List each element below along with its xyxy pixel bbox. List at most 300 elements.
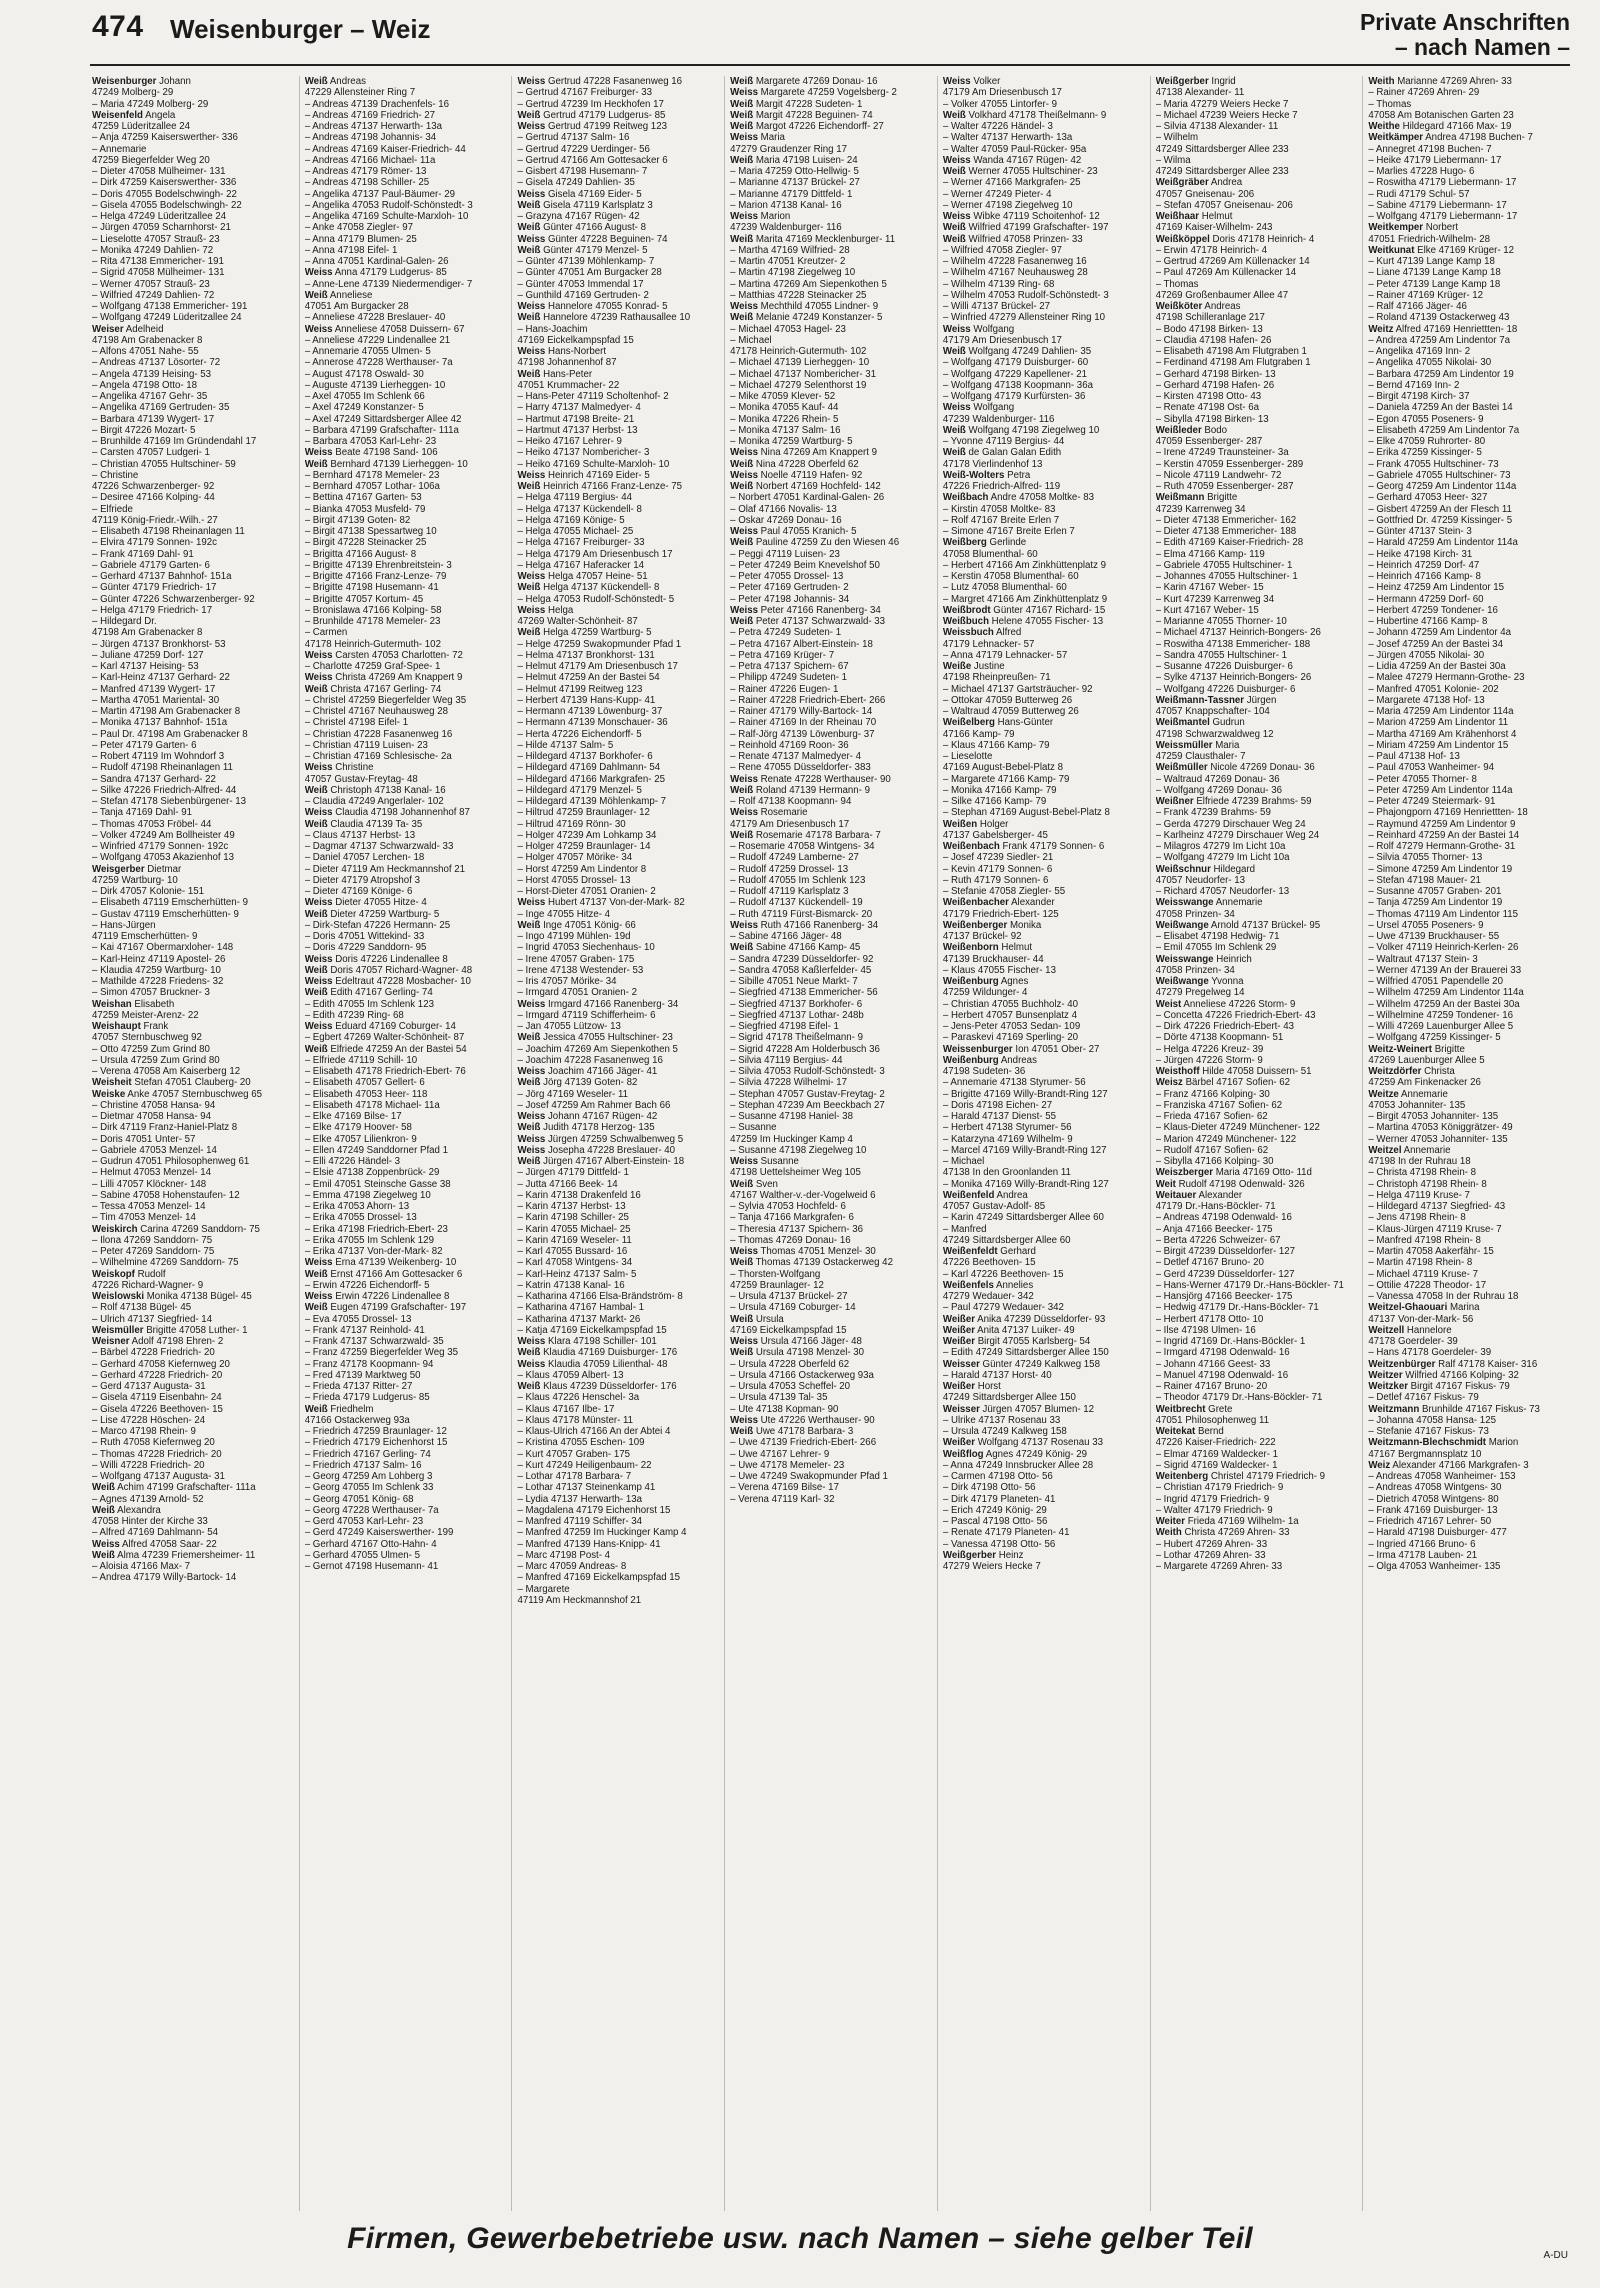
directory-entry: – Monika 47249 Dahlien- 72 [92, 244, 214, 256]
directory-name-entry: Weißenborn Helmut [942, 942, 1033, 954]
directory-entry: – Harry 47137 Malmedyer- 4 [517, 402, 641, 414]
directory-entry: – Kerstin 47059 Essenberger- 289 [1155, 458, 1304, 470]
directory-entry: – Friedrich 47167 Lehrer- 50 [1368, 1516, 1492, 1527]
directory-entry: – Brigitte 47139 Ehrenbreitstein- 3 [304, 559, 452, 571]
directory-entry: – Ursula 47249 Kalkweg 158 [942, 1426, 1067, 1437]
directory-entry: 47051 Am Burgacker 28 [304, 301, 409, 312]
directory-entry: – Gerd 47053 Karl-Lehr- 23 [304, 1516, 424, 1527]
directory-entry: – Wilhelmine 47259 Tondener- 16 [1368, 1009, 1513, 1021]
directory-entry: – Bernhard 47178 Memeler- 23 [304, 469, 440, 481]
directory-entry: – Dieter 47169 Könige- 6 [304, 886, 413, 897]
directory-name-entry: Weiss Erna 47139 Weikenberg- 10 [304, 1257, 457, 1269]
directory-entry: – Helga 47053 Rudolf-Schönstedt- 5 [517, 593, 675, 605]
directory-name-entry: Weiß Christoph 47138 Kanal- 16 [304, 784, 446, 796]
directory-entry: – Miriam 47259 Am Lindentor 15 [1368, 739, 1509, 751]
directory-entry: – Erika 47053 Ahorn- 13 [304, 1201, 410, 1212]
directory-entry: 47259 Biegerfelder Weg 20 [92, 154, 210, 166]
directory-entry: – Liane 47139 Lange Kamp 18 [1368, 267, 1501, 279]
directory-name-entry: Weisser Günter 47249 Kalkweg 158 [942, 1358, 1100, 1370]
running-title: Weisenburger – Weiz [170, 14, 431, 44]
directory-column-3 [511, 76, 719, 2211]
directory-name-entry: Weißer Wolfgang 47137 Rosenau 33 [942, 1437, 1104, 1449]
directory-name-entry: Weiss Beate 47198 Sand- 106 [304, 447, 438, 459]
directory-name-entry: Weiss Thomas 47051 Menzel- 30 [730, 1246, 876, 1257]
directory-entry: – Ingo 47199 Mühlen- 19d [517, 931, 631, 942]
directory-name-entry: Weißelberg Hans-Günter [942, 717, 1054, 729]
directory-entry: – Elisabeth 47259 Am Lindentor 7a [1368, 424, 1520, 436]
directory-name-entry: Weitekat Bernd [1155, 1426, 1224, 1437]
directory-name-entry: Weiß Alma 47239 Friemersheimer- 11 [92, 1549, 256, 1561]
directory-entry: – Wilhelm 47228 Fasanenweg 16 [942, 256, 1087, 267]
directory-columns [92, 76, 1570, 2211]
directory-entry: – Klaus 47166 Kamp- 79 [942, 739, 1050, 751]
directory-entry: – Uwe 47249 Swakopmunder Pfad 1 [730, 1471, 888, 1482]
directory-entry: – Karin 47138 Drakenfeld 16 [517, 1189, 641, 1201]
directory-name-entry: Weiss Ute 47226 Werthauser- 90 [730, 1414, 875, 1426]
directory-entry: – Hartmut 47137 Herbst- 13 [517, 424, 638, 436]
directory-entry: – Ursula 47259 Zum Grind 80 [92, 1054, 220, 1066]
directory-entry: 47167 Walther-v.-der-Vogelweid 6 [730, 1189, 876, 1201]
directory-entry: – Siegfried 47137 Borkhofer- 6 [730, 998, 863, 1010]
directory-entry: – Paul 47138 Hof- 13 [1368, 751, 1460, 762]
directory-entry: – Ruth 47119 Fürst-Bismarck- 20 [730, 908, 873, 920]
directory-entry: – Klaus 47178 Münster- 11 [517, 1414, 634, 1426]
directory-entry: – Franz 47178 Koopmann- 94 [304, 1358, 434, 1370]
directory-entry: 47058 Am Botanischen Garten 23 [1368, 109, 1514, 121]
directory-entry: – Kurt 47239 Karrenweg 34 [1155, 593, 1275, 605]
directory-entry: – Herbert 47139 Hans-Kupp- 41 [517, 694, 656, 706]
directory-entry: – Johannes 47055 Hultschiner- 1 [1155, 571, 1298, 582]
directory-name-entry: Weiß Margarete 47269 Donau- 16 [730, 76, 878, 87]
directory-entry: – Michael [730, 334, 772, 346]
directory-entry: – Gernot 47198 Husemann- 41 [304, 1561, 439, 1572]
directory-name-entry: Weisgerber Dietmar [92, 863, 182, 875]
directory-entry: – Egbert 47269 Walter-Schönheit- 87 [304, 1032, 465, 1044]
directory-entry: – Peter 47055 Drossel- 13 [730, 571, 844, 582]
directory-name-entry: Weißen Holger [942, 818, 1009, 830]
directory-entry: – Andreas 47058 Wanheimer- 153 [1368, 1471, 1516, 1482]
directory-name-entry: Weitauer Alexander [1155, 1189, 1243, 1201]
directory-entry: – Stephan 47057 Gustav-Freytag- 2 [730, 1088, 885, 1100]
directory-entry: – Anneliese 47229 Lindenallee 21 [304, 334, 451, 346]
directory-entry: – Dirk 47226 Friedrich-Ebert- 43 [1155, 1021, 1294, 1032]
directory-entry: – Christine [92, 469, 139, 481]
directory-entry: – Magdalena 47179 Eichenhorst 15 [517, 1504, 671, 1516]
directory-entry: – Wolfgang 47249 Lüderitzallee 24 [92, 312, 242, 324]
directory-entry: – Irma 47178 Lauben- 21 [1368, 1549, 1478, 1561]
directory-entry: – Auguste 47139 Lierheggen- 10 [304, 379, 446, 391]
directory-entry: 47051 Philosophenweg 11 [1155, 1414, 1270, 1426]
directory-entry: – Stefan 47178 Siebenbürgener- 13 [92, 796, 247, 807]
directory-entry: – Emil 47055 Im Schlenk 29 [1155, 942, 1277, 954]
directory-entry: – Friedrich 47179 Eichenhorst 15 [304, 1437, 448, 1449]
directory-entry: 47179 Am Driesenbusch 17 [730, 818, 850, 830]
directory-entry: – Friedrich 47137 Salm- 16 [304, 1459, 422, 1471]
directory-entry: – Ursula 47053 Scheffel- 20 [730, 1381, 851, 1392]
directory-entry: – Gabriele 47055 Hultschiner- 1 [1155, 559, 1293, 571]
directory-entry: – Volker 47055 Lintorfer- 9 [942, 98, 1058, 110]
directory-entry: – Helga 47055 Michael- 25 [517, 526, 634, 537]
directory-entry: – Jan 47055 Lützow- 13 [517, 1021, 621, 1032]
directory-entry: – Siegfried 47198 Eifel- 1 [730, 1021, 839, 1032]
directory-entry: – Anja 47259 Kaiserswerther- 336 [92, 132, 238, 144]
directory-entry: – Edith 47249 Sittardsberger Allee 150 [942, 1347, 1109, 1359]
directory-entry: – Walter 47059 Paul-Rücker- 95a [942, 143, 1087, 155]
directory-name-entry: Weitzmann Brunhilde 47167 Fiskus- 73 [1368, 1403, 1540, 1415]
directory-entry: – Paul 47279 Wedauer- 342 [942, 1302, 1064, 1314]
directory-entry: – Malee 47279 Hermann-Grothe- 23 [1368, 672, 1525, 684]
directory-entry: 47051 Krummacher- 22 [517, 379, 620, 391]
directory-entry: – Sandra 47058 Kaßlerfelder- 45 [730, 964, 872, 976]
directory-name-entry: Weiß Volkhard 47178 Theißelmann- 9 [942, 109, 1107, 121]
directory-entry: – Elisabeth 47053 Heer- 118 [304, 1088, 428, 1100]
directory-name-entry: Weiß Melanie 47249 Konstanzer- 5 [730, 312, 883, 324]
directory-entry: – Wolfgang 47137 Augusta- 31 [92, 1471, 225, 1482]
directory-entry: – Marianne 47055 Thorner- 10 [1155, 616, 1287, 627]
directory-name-entry: Weiss Wolfgang [942, 323, 1015, 335]
directory-entry: – Norbert 47051 Kardinal-Galen- 26 [730, 492, 885, 504]
directory-entry: – Michael 47137 Heinrich-Bongers- 26 [1155, 627, 1321, 639]
directory-entry: – Ingrid 47169 Dr.-Hans-Böckler- 1 [1155, 1336, 1306, 1347]
directory-entry: – Angelika 47169 Schulte-Marxloh- 10 [304, 211, 469, 222]
directory-entry: – Sabine 47166 Jäger- 48 [730, 931, 842, 942]
directory-entry: – Michael 47119 Kruse- 7 [1368, 1268, 1478, 1280]
directory-name-entry: Weisswange Heinrich [1155, 953, 1252, 965]
directory-entry: – Hans-Werner 47179 Dr.-Hans-Böckler- 71 [1155, 1279, 1344, 1291]
directory-entry: – Sandra 47137 Gerhard- 22 [92, 773, 216, 785]
directory-entry: – Rudolf 47259 Drossel- 13 [730, 863, 849, 875]
directory-entry: – Berta 47226 Schweizer- 67 [1155, 1234, 1281, 1246]
directory-name-entry: Weiss Hubert 47137 Von-der-Mark- 82 [517, 897, 685, 909]
directory-entry: – Doris 47051 Wittekind- 33 [304, 931, 425, 942]
directory-entry: – Doris 47229 Sanddorn- 95 [304, 942, 427, 954]
directory-name-entry: Weiß Bernhard 47139 Lierheggen- 10 [304, 458, 468, 470]
directory-entry: – Margret 47166 Am Zinkhüttenplatz 9 [942, 593, 1108, 605]
directory-name-entry: Weiskirch Carina 47269 Sanddorn- 75 [92, 1223, 260, 1235]
directory-entry: 47119 König-Friedr.-Wilh.- 27 [92, 514, 218, 526]
directory-entry: – Tanja 47166 Markgrafen- 6 [730, 1212, 854, 1224]
directory-entry: – Martin 47051 Kreutzer- 2 [730, 256, 846, 267]
directory-name-entry: Weiss Irmgard 47166 Ranenberg- 34 [517, 998, 679, 1010]
directory-entry: – Elma 47166 Kamp- 119 [1155, 548, 1265, 560]
directory-entry: – Susanne 47226 Duisburger- 6 [1155, 661, 1293, 672]
directory-name-entry: Weiß Sven [730, 1178, 778, 1190]
directory-entry: – Juliane 47259 Dorf- 127 [92, 649, 204, 661]
directory-name-entry: Weiss Christine [304, 762, 374, 774]
directory-entry: – Annerose 47228 Werthauser- 7a [304, 357, 453, 369]
directory-entry: – Johanna 47058 Hansa- 125 [1368, 1414, 1496, 1426]
directory-entry: 47249 Molberg- 29 [92, 87, 174, 99]
directory-entry: – Olaf 47166 Novalis- 13 [730, 503, 837, 515]
directory-name-entry: Weiss Nina 47269 Am Knappert 9 [730, 447, 878, 459]
directory-entry: – Thomas 47053 Fröbel- 44 [92, 818, 212, 830]
directory-entry: – Karl-Heinz 47137 Salm- 5 [517, 1268, 637, 1280]
directory-name-entry: Weißwange Arnold 47137 Brückel- 95 [1155, 919, 1321, 931]
directory-entry: – Gertrud 47229 Uerdinger- 56 [517, 143, 650, 155]
directory-entry: – Elsie 47138 Zoppenbrück- 29 [304, 1167, 440, 1179]
directory-entry: – Frank 47239 Brahms- 59 [1155, 807, 1271, 819]
directory-entry: – Helga 47179 Am Driesenbusch 17 [517, 548, 673, 560]
directory-entry: – Ottokar 47059 Butterweg 26 [942, 694, 1073, 706]
directory-entry: – Horst 47259 Am Lindentor 8 [517, 863, 647, 875]
directory-entry: – Hildegard Dr. [92, 616, 157, 627]
directory-entry: – Karin 47198 Schiller- 25 [517, 1212, 629, 1224]
directory-entry: – Christian 47179 Friedrich- 9 [1155, 1482, 1284, 1494]
directory-entry: – Klaus-Ulrich 47166 An der Abtei 4 [517, 1426, 671, 1437]
directory-name-entry: Weißenburg Agnes [942, 976, 1029, 987]
directory-name-entry: Weiss Christa 47269 Am Knappert 9 [304, 672, 463, 684]
directory-name-entry: Weiß Peter 47137 Schwarzwald- 33 [730, 616, 886, 627]
directory-entry: – Helmut 47259 An der Bastei 54 [517, 672, 660, 684]
directory-entry: – Kristina 47055 Eschen- 109 [517, 1437, 645, 1449]
directory-entry: – Erika 47055 Im Schlenk 129 [304, 1234, 434, 1246]
directory-entry: – Marion 47249 Münchener- 122 [1155, 1133, 1297, 1145]
directory-entry: – Franz 47259 Biegerfelder Weg 35 [304, 1347, 459, 1359]
directory-entry: – Irene 47249 Traunsteiner- 3a [1155, 447, 1289, 459]
directory-entry: – Walter 47226 Händel- 3 [942, 121, 1053, 132]
directory-entry: – Tanja 47169 Dahl- 91 [92, 807, 193, 819]
directory-entry: – Gerhard 47228 Friedrich- 20 [92, 1369, 223, 1381]
directory-name-entry: Weiß Wilfried 47058 Prinzen- 33 [942, 233, 1083, 245]
directory-name-entry: Weiß Hannelore 47239 Rathausallee 10 [517, 312, 691, 324]
directory-entry: – Stephan 47239 Am Beeckbach 27 [730, 1099, 885, 1111]
directory-entry: – Holger 47259 Braunlager- 14 [517, 841, 651, 852]
directory-name-entry: Weiss Günter 47228 Beguinen- 74 [517, 233, 668, 245]
directory-name-entry: Weiß Judith 47178 Herzog- 135 [517, 1122, 655, 1134]
directory-entry: – Renate 47179 Planeten- 41 [942, 1527, 1070, 1539]
directory-entry: 47169 August-Bebel-Platz 8 [942, 762, 1063, 774]
directory-entry: – Doris 47198 Eichen- 27 [942, 1099, 1053, 1111]
directory-entry: – Wolfgang 47138 Emmericher- 191 [92, 301, 248, 312]
directory-entry: – Andrea 47179 Willy-Bartock- 14 [92, 1572, 237, 1584]
directory-name-entry: Weiß Friedhelm [304, 1403, 374, 1415]
directory-entry: – Concetta 47226 Friedrich-Ebert- 43 [1155, 1009, 1316, 1021]
directory-entry: – Elisabet 47198 Hedwig- 71 [1155, 931, 1280, 942]
directory-entry: – Petra 47137 Spichern- 67 [730, 661, 849, 672]
directory-column-6 [1150, 76, 1358, 2211]
directory-entry: – Susanne 47198 Haniel- 38 [730, 1111, 853, 1122]
directory-entry: – Rudolf 47198 Rheinanlagen 11 [92, 762, 233, 774]
directory-entry: – Dieter 47138 Emmericher- 188 [1155, 526, 1297, 537]
directory-entry: – Katarzyna 47169 Wilhelm- 9 [942, 1133, 1073, 1145]
directory-entry: – Christoph 47198 Rhein- 8 [1368, 1178, 1487, 1190]
directory-name-entry: Weitkunat Elke 47169 Krüger- 12 [1368, 244, 1515, 256]
directory-entry: – Elisabeth 47178 Michael- 11a [304, 1099, 440, 1111]
directory-entry: – Agnes 47139 Arnold- 52 [92, 1493, 204, 1505]
directory-entry: – Manfred [942, 1223, 987, 1235]
directory-entry: – Christian 47228 Fasanenweg 16 [304, 728, 453, 740]
directory-entry: – Ruth 47179 Sonnen- 6 [942, 874, 1049, 886]
directory-name-entry: Weißbach Andre 47058 Moltke- 83 [942, 492, 1095, 504]
directory-entry: 47057 Sternbuschweg 92 [92, 1032, 202, 1044]
directory-name-entry: Weiss Edeltraut 47228 Mosbacher- 10 [304, 976, 471, 987]
directory-name-entry: Weiss Eduard 47169 Coburger- 14 [304, 1021, 456, 1032]
directory-name-entry: Weiß Jürgen 47167 Albert-Einstein- 18 [517, 1156, 685, 1167]
directory-name-entry: Weißberg Gerlinde [942, 537, 1027, 549]
directory-name-entry: Weith Christa 47269 Ahren- 33 [1155, 1527, 1290, 1539]
directory-entry: – Manfred 47051 Kolonie- 202 [1368, 683, 1499, 695]
directory-entry: – Oskar 47269 Donau- 16 [730, 514, 842, 526]
directory-name-entry: Weiß Andreas [304, 76, 366, 87]
directory-entry: 47169 Kaiser-Wilhelm- 243 [1155, 222, 1273, 234]
directory-name-entry: Weiß de Galan Galan Edith [942, 447, 1062, 459]
directory-entry: – Brigitte 47166 Franz-Lenze- 79 [304, 571, 447, 582]
directory-entry: – Klaus-Dieter 47249 Münchener- 122 [1155, 1122, 1320, 1134]
directory-column-7 [1362, 76, 1570, 2211]
directory-name-entry: Weiss Margarete 47259 Vogelsberg- 2 [730, 87, 897, 99]
directory-entry: – Dieter 47058 Mülheimer- 131 [92, 166, 226, 177]
directory-name-entry: Weiss Johann 47167 Rügen- 42 [517, 1111, 658, 1122]
directory-entry: – Andreas 47137 Lösorter- 72 [92, 357, 221, 369]
directory-entry: – Barbara 47139 Wygert- 17 [92, 413, 215, 425]
directory-column-2 [299, 76, 507, 2211]
directory-entry: – Wilhelm 47259 An der Bastei 30a [1368, 998, 1520, 1010]
directory-entry: – Birgit 47228 Steinacker 25 [304, 537, 427, 549]
directory-name-entry: Weit Rudolf 47198 Odenwald- 326 [1155, 1178, 1305, 1190]
directory-entry: – Friedrich 47259 Braunlager- 12 [304, 1426, 447, 1437]
directory-entry: – Lydia 47137 Herwarth- 13a [517, 1493, 643, 1505]
directory-entry: – Ursula 47166 Ostackerweg 93a [730, 1369, 874, 1381]
directory-entry: – Susanne 47198 Ziegelweg 10 [730, 1144, 867, 1156]
directory-entry: – Wolfgang 47179 Liebermann- 17 [1368, 211, 1518, 222]
directory-entry: – Herbert 47259 Tondener- 16 [1368, 604, 1498, 616]
directory-entry: – Rudolf 47167 Sofien- 62 [1155, 1144, 1269, 1156]
directory-entry: – Sigrid 47228 Am Holderbusch 36 [730, 1043, 880, 1055]
directory-entry: – Anne-Lene 47139 Niedermendiger- 7 [304, 278, 473, 290]
directory-name-entry: Weiß Margit 47228 Sudeten- 1 [730, 98, 863, 110]
directory-entry: 47119 Am Heckmannshof 21 [517, 1594, 642, 1606]
directory-entry: 47057 Knappschafter- 104 [1155, 706, 1270, 717]
directory-entry: – Willi 47137 Brückel- 27 [942, 301, 1051, 312]
directory-entry: – Martha 47051 Mariental- 30 [92, 694, 220, 706]
directory-entry: – Angelika 47055 Nikolai- 30 [1368, 357, 1492, 369]
directory-entry: – Katja 47169 Eickelkampspfad 15 [517, 1324, 667, 1336]
directory-entry: – Gisela 47226 Beethoven- 15 [92, 1403, 223, 1415]
directory-entry: – Waltraut 47137 Stein- 3 [1368, 953, 1478, 965]
directory-entry: – Heinrich 47166 Kamp- 8 [1368, 571, 1481, 582]
directory-entry: – Harald 47137 Dienst- 55 [942, 1111, 1056, 1122]
directory-entry: – Maria 47259 Otto-Hellwig- 5 [730, 166, 859, 177]
directory-entry: – Lidia 47259 An der Bastei 30a [1368, 661, 1506, 672]
directory-name-entry: Weiss Alfred 47058 Saar- 22 [92, 1538, 217, 1550]
directory-entry: – Peter 47249 Steiermark- 91 [1368, 796, 1496, 807]
directory-name-entry: Weiß Anneliese [304, 289, 373, 301]
directory-entry: – Rudi 47179 Schul- 57 [1368, 188, 1470, 200]
directory-entry: – Bettina 47167 Garten- 53 [304, 492, 422, 504]
directory-entry: – Barbara 47259 Am Lindentor 19 [1368, 368, 1514, 380]
directory-name-entry: Weiß Helga 47259 Wartburg- 5 [517, 627, 652, 639]
directory-entry: – Dietmar 47058 Hansa- 94 [92, 1111, 212, 1122]
directory-entry: – August 47178 Oswald- 30 [304, 368, 424, 380]
directory-entry: – Andreas 47169 Kaiser-Friedrich- 44 [304, 143, 466, 155]
directory-entry: – Frieda 47137 Ritter- 27 [304, 1381, 413, 1392]
directory-entry: – Martha 47169 Wilfried- 28 [730, 244, 850, 256]
directory-entry: 47198 Schilleranlage 217 [1155, 312, 1265, 324]
directory-name-entry: Weißer Birgit 47055 Karlsberg- 54 [942, 1336, 1091, 1347]
directory-name-entry: Weiskopf Rudolf [92, 1268, 166, 1280]
directory-entry: – Herbert 47178 Otto- 10 [1155, 1313, 1264, 1325]
directory-entry: – Ralf 47166 Jäger- 46 [1368, 301, 1467, 312]
directory-entry: – Bernd 47169 Inn- 2 [1368, 379, 1460, 391]
directory-entry: – Rainer 47179 Willy-Bartock- 14 [730, 706, 873, 717]
directory-name-entry: Weiss Ursula 47166 Jäger- 48 [730, 1336, 862, 1347]
directory-entry: – Martin 47198 Am Grabenacker 8 [92, 706, 241, 717]
directory-entry: – Joachim 47228 Fasanenweg 16 [517, 1054, 663, 1066]
directory-entry: – Otto 47259 Zum Grind 80 [92, 1043, 210, 1055]
directory-entry: – Hildegard 47137 Siegfried- 43 [1368, 1201, 1506, 1212]
directory-column-4 [724, 76, 932, 2211]
directory-name-entry: Weiss Josepha 47228 Breslauer- 40 [517, 1144, 676, 1156]
directory-entry: – Gabriele 47179 Garten- 6 [92, 559, 210, 571]
directory-entry: – Jürgen 47226 Storm- 9 [1155, 1054, 1263, 1066]
directory-entry: 47179 Am Driesenbusch 17 [942, 87, 1062, 99]
directory-entry: – Fred 47139 Marktweg 50 [304, 1369, 421, 1381]
directory-entry: – Wolfgang 47179 Kurfürsten- 36 [942, 391, 1086, 402]
directory-entry: – Thomas 47228 Friedrich- 20 [92, 1448, 222, 1460]
directory-entry: – Paul 47053 Wanheimer- 94 [1368, 762, 1494, 774]
directory-name-entry: Weiß Doris 47057 Richard-Wagner- 48 [304, 964, 473, 976]
directory-entry: – Helmut 47053 Menzel- 14 [92, 1167, 212, 1179]
directory-name-entry: Weitkemper Norbert [1368, 222, 1459, 234]
directory-name-entry: Weithe Hildegard 47166 Max- 19 [1368, 121, 1512, 132]
directory-entry: – Susanne [730, 1122, 777, 1134]
directory-entry: – Peter 47055 Thorner- 8 [1368, 773, 1477, 785]
directory-entry: – Annemarie 47055 Ulmen- 5 [304, 346, 431, 357]
directory-entry: – Peter 47259 Am Lindentor 114a [1368, 784, 1513, 796]
directory-entry: – Erika 47259 Kissinger- 5 [1368, 447, 1482, 459]
directory-entry: – Wolfgang 47179 Duisburger- 60 [942, 357, 1089, 369]
directory-entry: – Wilhelm [1155, 132, 1199, 144]
directory-entry: – Helmut 47179 Am Driesenbusch 17 [517, 661, 678, 672]
directory-entry: – Dirk 47057 Kolonie- 151 [92, 886, 205, 897]
directory-entry: – Willi 47269 Lauenburger Allee 5 [1368, 1021, 1514, 1032]
directory-entry: – Elli 47226 Händel- 3 [304, 1156, 401, 1167]
directory-entry: 47178 Goerdeler- 39 [1368, 1336, 1458, 1347]
directory-entry: – Günter 47053 Immendal 17 [517, 278, 644, 290]
directory-entry: – Bernhard 47057 Lothar- 106a [304, 481, 440, 492]
directory-entry: – Wilfried 47058 Ziegler- 97 [942, 244, 1062, 256]
directory-entry: – Peter 47169 Gertruden- 2 [730, 582, 849, 594]
directory-entry: – Michael 47137 Gartsträucher- 92 [942, 683, 1093, 695]
directory-entry: – Martha 47169 Am Krähenhorst 4 [1368, 728, 1517, 740]
directory-entry: – Stefan 47198 Mauer- 21 [1368, 874, 1481, 886]
directory-entry: 47279 Graudenzer Ring 17 [730, 143, 848, 155]
directory-entry: – Ingried 47166 Bruno- 6 [1368, 1538, 1476, 1550]
directory-entry: – Maria 47279 Weiers Hecke 7 [1155, 98, 1289, 110]
directory-entry: 47259 Meister-Arenz- 22 [92, 1009, 199, 1021]
directory-entry: – Holger 47057 Mörike- 34 [517, 852, 633, 864]
directory-entry: 47059 Essenberger- 287 [1155, 436, 1263, 447]
directory-name-entry: Weisthoff Hilde 47058 Duissern- 51 [1155, 1066, 1312, 1077]
directory-entry: – Heinrich 47259 Dorf- 47 [1368, 559, 1480, 571]
directory-entry: – Günter 47051 Am Burgacker 28 [517, 267, 662, 279]
directory-entry: – Annemarie 47138 Styrumer- 56 [942, 1077, 1086, 1089]
directory-entry: – Gunthild 47169 Gertruden- 2 [517, 289, 649, 301]
directory-name-entry: Weißgräber Andrea [1155, 177, 1243, 189]
directory-entry: 47198 Johannenhof 87 [517, 357, 617, 369]
directory-entry: – Egon 47055 Poseners- 9 [1368, 413, 1484, 425]
directory-name-entry: Weiß Jessica 47055 Hultschiner- 23 [517, 1032, 673, 1044]
directory-entry: – Dirk 47179 Planeten- 41 [942, 1493, 1056, 1505]
directory-entry: 47226 Kaiser-Friedrich- 222 [1155, 1437, 1276, 1449]
directory-entry: – Hildegard 47179 Menzel- 5 [517, 784, 642, 796]
directory-entry: – Ralf-Jörg 47139 Löwenburg- 37 [730, 728, 875, 740]
directory-name-entry: Weiß Jörg 47139 Goten- 82 [517, 1077, 638, 1089]
directory-entry: – Sandra 47055 Hultschiner- 1 [1155, 649, 1287, 661]
directory-entry: – Christian 47055 Buchholz- 40 [942, 998, 1079, 1010]
directory-entry: – Renate 47137 Malmedyer- 4 [730, 751, 862, 762]
directory-name-entry: Weiss Mechthild 47055 Lindner- 9 [730, 301, 879, 312]
